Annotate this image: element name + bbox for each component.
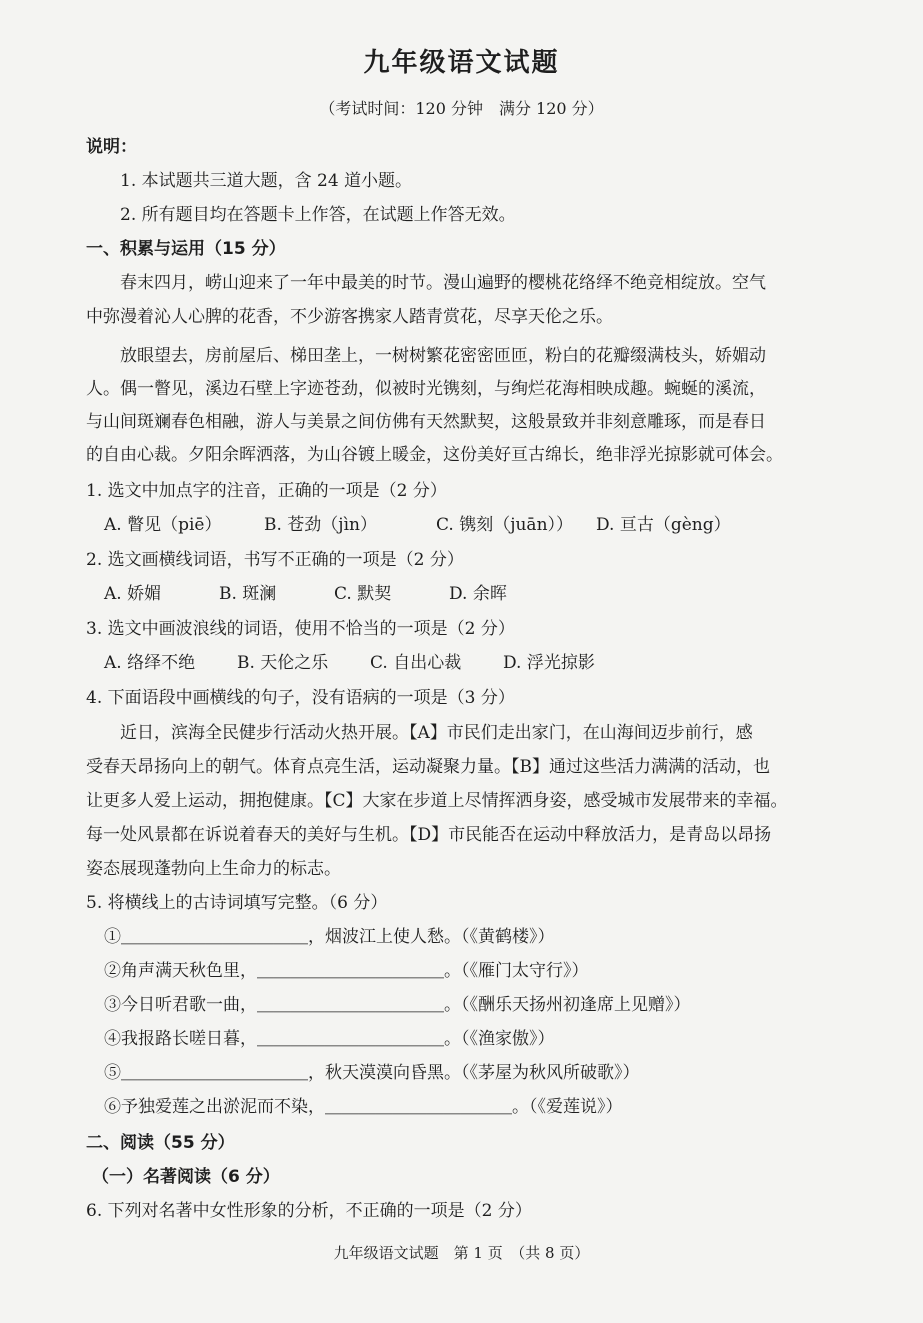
option: C. 镌刻（juān）） xyxy=(436,515,574,535)
passage-line: 春末四月，崂山迎来了一年中最美的时节。漫山遍野的樱桃花络绎不绝竞相绽放。空气 xyxy=(120,273,766,293)
option: A. 娇媚 xyxy=(104,584,162,604)
question-stem: 4. 下面语段中画横线的句子，没有语病的一项是（3 分） xyxy=(86,688,515,708)
section-heading: 二、阅读（55 分） xyxy=(86,1133,235,1153)
question-stem: 5. 将横线上的古诗词填写完整。（6 分） xyxy=(86,893,388,913)
option-row xyxy=(104,512,731,538)
exam-info: （考试时间：120 分钟 满分 120 分） xyxy=(319,99,604,118)
instructions-heading: 说明： xyxy=(86,137,137,157)
q4-passage-line: 姿态展现蓬勃向上生命力的标志。 xyxy=(86,859,341,879)
passage-line: 中弥漫着沁人心脾的花香，不少游客携家人踏青赏花，尽享天伦之乐。 xyxy=(86,307,613,327)
page-footer: 九年级语文试题 第 1 页 （共 8 页） xyxy=(333,1244,590,1262)
question-stem: 3. 选文中画波浪线的词语，使用不恰当的一项是（2 分） xyxy=(86,619,515,639)
poem-fill-line: ③今日听君歌一曲，＿＿＿＿＿＿＿＿＿＿＿。（《酬乐天扬州初逢席上见赠》） xyxy=(104,995,691,1015)
question-stem: 1. 选文中加点字的注音，正确的一项是（2 分） xyxy=(86,481,447,501)
option: D. 亘古（gèng） xyxy=(596,515,731,535)
q4-passage-line: 受春天昂扬向上的朝气。体育点亮生活，运动凝聚力量。【B】通过这些活力满满的活动，也 xyxy=(86,757,770,777)
instruction-item: 2. 所有题目均在答题卡上作答，在试题上作答无效。 xyxy=(120,205,516,225)
option: B. 斑澜 xyxy=(219,584,277,604)
option: B. 苍劲（jìn） xyxy=(264,515,377,535)
passage-line: 与山间斑斓春色相融，游人与美景之间仿佛有天然默契，这般景致并非刻意雕琢，而是春日 xyxy=(86,412,766,432)
option: A. 络绎不绝 xyxy=(104,653,196,673)
option-row xyxy=(104,650,595,676)
poem-fill-line: ②角声满天秋色里，＿＿＿＿＿＿＿＿＿＿＿。（《雁门太守行》） xyxy=(104,961,589,981)
option: D. 浮光掠影 xyxy=(503,653,595,673)
instruction-item: 1. 本试题共三道大题，含 24 道小题。 xyxy=(120,171,413,191)
option: C. 默契 xyxy=(334,584,392,604)
option-row xyxy=(104,581,507,607)
poem-fill-line: ④我报路长嗟日暮，＿＿＿＿＿＿＿＿＿＿＿。（《渔家傲》） xyxy=(104,1029,555,1049)
q4-passage-line: 近日，滨海全民健步行活动火热开展。【A】市民们走出家门，在山海间迈步前行，感 xyxy=(120,723,753,743)
subsection-heading: （一）名著阅读（6 分） xyxy=(92,1167,280,1187)
option: D. 余晖 xyxy=(449,584,507,604)
section-heading: 一、积累与运用（15 分） xyxy=(86,239,286,259)
passage-line: 的自由心裁。夕阳余晖洒落，为山谷镀上暖金，这份美好亘古绵长，绝非浮光掠影就可体会。 xyxy=(86,445,783,465)
passage-line: 人。偶一瞥见，溪边石壁上字迹苍劲，似被时光镌刻，与绚烂花海相映成趣。蜿蜒的溪流， xyxy=(86,379,766,399)
passage-line: 放眼望去，房前屋后、梯田垄上，一树树繁花密密匝匝，粉白的花瓣缀满枝头，娇媚动 xyxy=(120,346,766,366)
poem-fill-line: ①＿＿＿＿＿＿＿＿＿＿＿，烟波江上使人愁。（《黄鹤楼》） xyxy=(104,927,555,947)
question-stem: 6. 下列对名著中女性形象的分析，不正确的一项是（2 分） xyxy=(86,1201,532,1221)
q4-passage-line: 每一处风景都在诉说着春天的美好与生机。【D】市民能否在运动中释放活力，是青岛以昂扬 xyxy=(86,825,772,845)
poem-fill-line: ⑥予独爱莲之出淤泥而不染，＿＿＿＿＿＿＿＿＿＿＿。（《爱莲说》） xyxy=(104,1097,623,1117)
option: B. 天伦之乐 xyxy=(237,653,329,673)
option: A. 瞥见（piē） xyxy=(104,515,222,535)
q4-passage-line: 让更多人爱上运动，拥抱健康。【C】大家在步道上尽情挥洒身姿，感受城市发展带来的幸福。 xyxy=(86,791,788,811)
page-title: 九年级语文试题 xyxy=(363,48,560,78)
option: C. 自出心裁 xyxy=(370,653,462,673)
poem-fill-line: ⑤＿＿＿＿＿＿＿＿＿＿＿，秋天漠漠向昏黑。（《茅屋为秋风所破歌》） xyxy=(104,1063,640,1083)
question-stem: 2. 选文画横线词语，书写不正确的一项是（2 分） xyxy=(86,550,464,570)
